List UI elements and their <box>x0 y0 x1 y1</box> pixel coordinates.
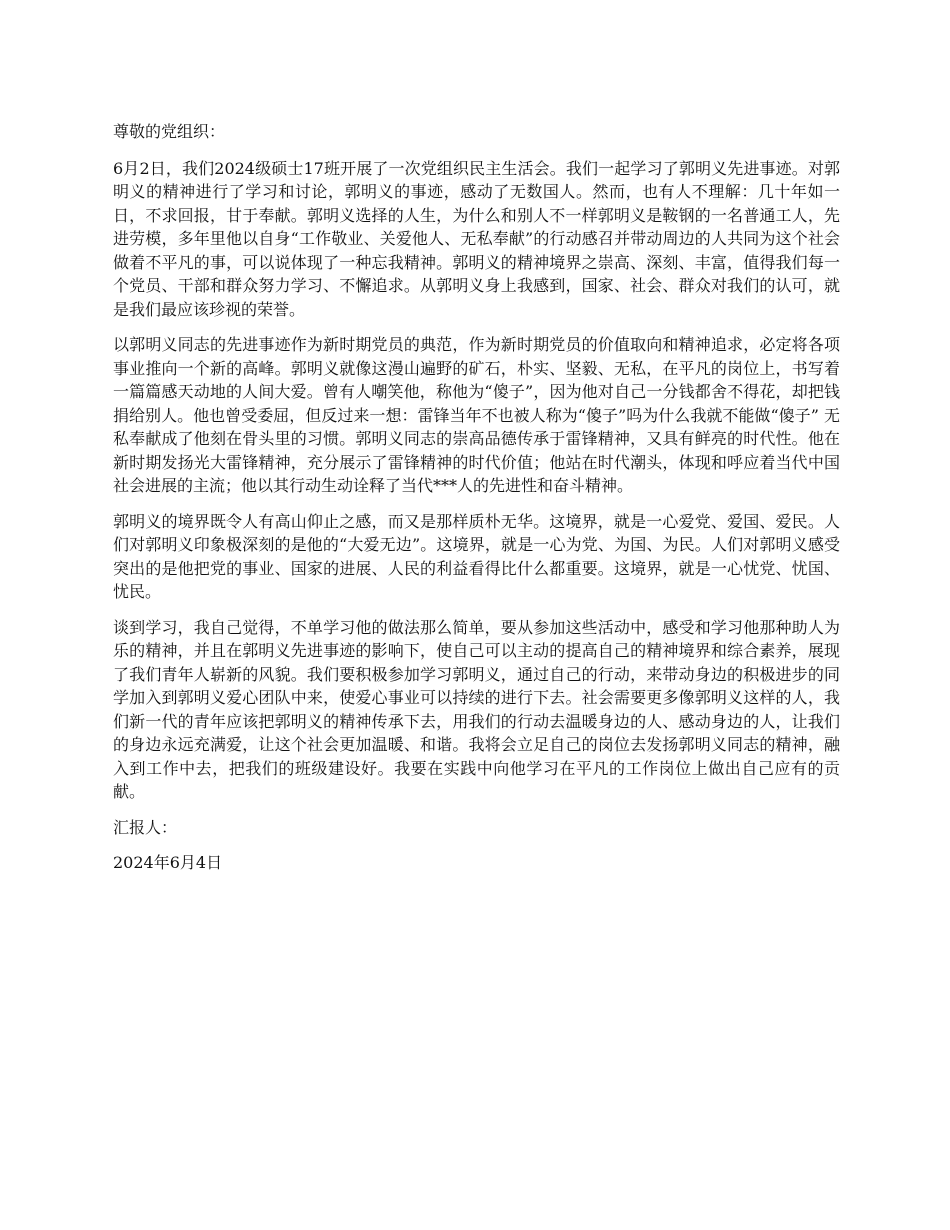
paragraph-4: 谈到学习，我自己觉得，不单学习他的做法那么简单，要从参加这些活动中，感受和学习他那种助人为乐的精神，并且在郭明义先进事迹的影响下，使自己可以主动的提高自己的精神境界和综合素养，展现了我们青年人崭新的风貌。我们要积极参加学习郭明义，通过自己的行动，来带动身边的积极进步的同学加入到郭明义爱心团队中来，使爱心事业可以持续的进行下去。社会需要更多像郭明义这样的人，我们新一代的青年应该把郭明义的精神传承下去，用我们的行动去温暖身边的人、感动身边的人，让我们的身边永远充满爱，让这个社会更加温暖、和谐。我将会立足自己的岗位去发扬郭明义同志的精神，融入到工作中去，把我们的班级建设好。我要在实践中向他学习在平凡的工作岗位上做出自己应有的贡献。 <box>113 617 840 801</box>
letter-date: 2024年6月4日 <box>113 853 223 872</box>
signer-label: 汇报人： <box>113 817 178 837</box>
paragraph-3: 郭明义的境界既令人有高山仰止之感，而又是那样质朴无华。这境界，就是一心爱党、爱国、爱民。人们对郭明义印象极深刻的是他的“大爱无边”。这境界，就是一心为党、为国、为民。人们对郭明义感受突出的是他把党的事业、国家的进展、人民的利益看得比什么都重要。这境界，就是一心忧党、忧国、忧民。 <box>113 511 840 601</box>
letter-body <box>113 120 840 875</box>
paragraph-2: 以郭明义同志的先进事迹作为新时期党员的典范，作为新时期党员的价值取向和精神追求，必定将各项事业推向一个新的高峰。郭明义就像这漫山遍野的矿石，朴实、坚毅、无私，在平凡的岗位上，书写着一篇篇感天动地的人间大爱。曾有人嘲笑他，称他为“傻子”，因为他对自己一分钱都舍不得花，却把钱捐给别人。他也曾受委屈，但反过来一想：雷锋当年不也被人称为“傻子”吗为什么我就不能做“傻子” 无私奉献成了他刻在骨头里的习惯。郭明义同志的崇高品德传承于雷锋精神，又具有鲜亮的时代性。他在新时期发扬光大雷锋精神，充分展示了雷锋精神的时代价值；他站在时代潮头，体现和呼应着当代中国社会进展的主流；他以其行动生动诠释了当代***人的先进性和奋斗精神。 <box>113 335 840 495</box>
paragraph-1: 6月2日，我们2024级硕士17班开展了一次党组织民主生活会。我们一起学习了郭明义先进事迹。对郭明义的精神进行了学习和讨论，郭明义的事迹，感动了无数国人。然而，也有人不理解：几十年如一日，不求回报，甘于奉献。郭明义选择的人生，为什么和别人不一样郭明义是鞍钢的一名普通工人，先进劳模，多年里他以自身“工作敬业、关爱他人、无私奉献”的行动感召并带动周边的人共同为这个社会做着不平凡的事，可以说体现了一种忘我精神。郭明义的精神境界之崇高、深刻、丰富，值得我们每一个党员、干部和群众努力学习、不懈追求。从郭明义身上我感到，国家、社会、群众对我们的认可，就是我们最应该珍视的荣誉。 <box>113 158 840 319</box>
salutation: 尊敬的党组织： <box>113 122 226 141</box>
